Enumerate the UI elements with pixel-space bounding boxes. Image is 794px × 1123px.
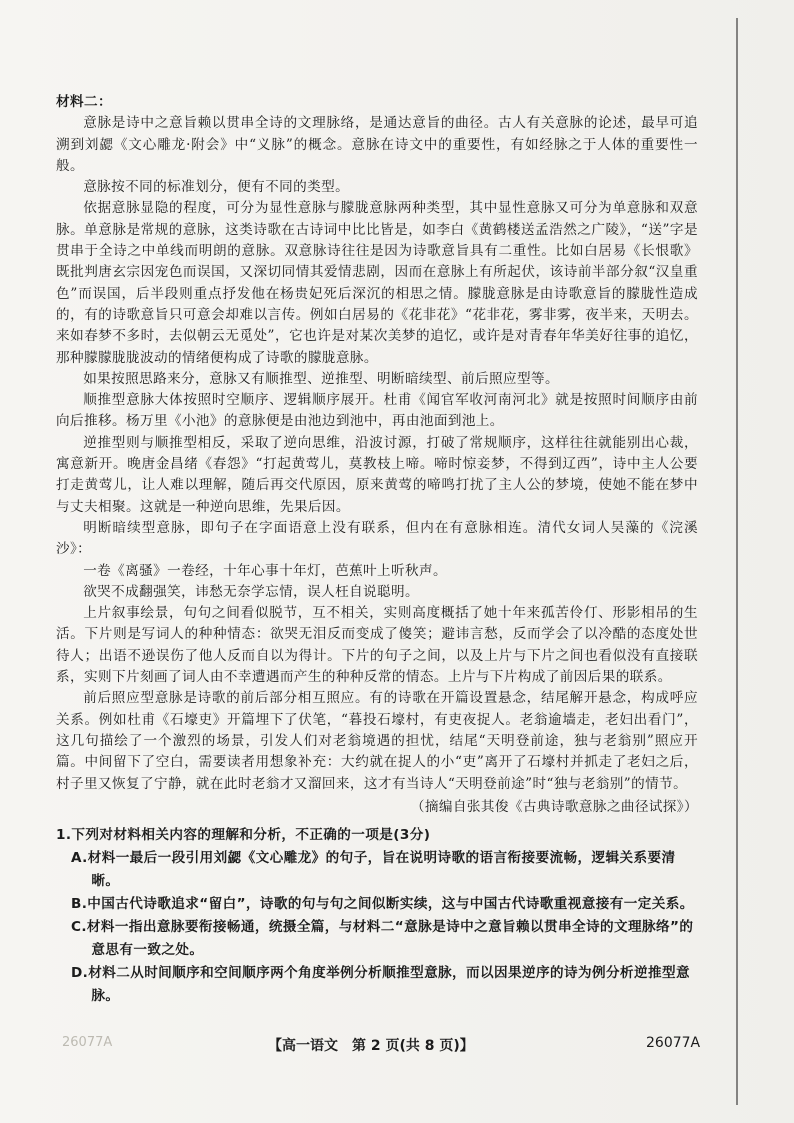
paragraph: 如果按照思路来分，意脉又有顺推型、逆推型、明断暗续型、前后照应型等。 — [83, 370, 559, 387]
question-block — [56, 824, 698, 1008]
page-footer — [0, 1035, 794, 1059]
paragraph: 意脉是诗中之意旨赖以贯串全诗的文理脉络，是通达意旨的曲径。古人有关意脉的论述，最早可追溯到刘勰《文心雕龙·附会》中“义脉”的概念。意脉在诗文中的重要性，有如经脉之于人体的重要性一般。 — [56, 115, 698, 174]
paragraph: 依据意脉显隐的程度，可分为显性意脉与朦胧意脉两种类型，其中显性意脉又可分为单意脉和双意脉。单意脉是常规的意脉，这类诗歌在古诗词中比比皆是，如李白《黄鹤楼送孟浩然之广陵》，“送”字是贯串于全诗之中单线而明朗的意脉。双意脉诗往往是因为诗歌意旨具有二重性。比如白居易《长恨歌》既批判唐玄宗因宠色而误国，又深切同情其爱情悲剧，因而在意脉上有所起伏，该诗前半部分叙“汉皇重色”而误国，后半段则重点抒发他在杨贵妃死后深沉的相思之情。朦胧意脉是由诗歌意旨的朦胧性造成的，有的诗歌意旨只可意会却难以言传。例如白居易的《花非花》“花非花，雾非雾，夜半来，天明去。来如春梦不多时，去似朝云无觅处”，它也许是对某次美梦的追忆，或许是对青春年华美好往事的追忆，那种朦朦胧胧波动的情绪便构成了诗歌的朦胧意脉。 — [56, 200, 698, 366]
material-heading: 材料二： — [56, 94, 112, 110]
option-c: C.材料一指出意脉要衔接畅通，统摄全篇，与材料二“意脉是诗中之意旨赖以贯串全诗的文理脉络”的意思有一致之处。 — [70, 919, 694, 959]
paragraph: 逆推型则与顺推型相反，采取了逆向思维，沿波讨源，打破了常规顺序，这样往往就能别出心裁，寓意新开。晚唐金昌绪《春怨》“打起黄莺儿，莫教枝上啼。啼时惊妾梦，不得到辽西”，诗中主人公要打走黄莺儿，让人难以理解，随后再交代原因，原来黄莺的啼鸣打扰了主人公的梦境，使她不能在梦中与丈夫相聚。这就是一种逆向思维，先果后因。 — [56, 434, 698, 515]
paragraph: 上片叙事绘景，句句之间看似脱节，互不相关，实则高度概括了她十年来孤苦伶仃、形影相吊的生活。下片则是写词人的种种情态：欲哭无泪反而变成了傻笑；避讳言愁，反而学会了以冷酷的态度处世待人；出语不逊误伤了他人反而自以为得计。下片的句子之间，以及上片与下片之间也看似没有直接联系，实则下片刻画了词人由不幸遭遇而产生的种种反常的情态。上片与下片构成了前因后果的联系。 — [56, 605, 698, 686]
faint-code: 26077A — [62, 1035, 113, 1050]
option-d: D.材料二从时间顺序和空间顺序两个角度举例分析顺推型意脉，而以因果逆序的诗为例分析逆推型意脉。 — [70, 965, 690, 1005]
paragraph: 意脉按不同的标准划分，便有不同的类型。 — [83, 179, 350, 196]
poem-line: 欲哭不成翻强笑，讳愁无奈学忘情，误人枉自说聪明。 — [83, 583, 420, 600]
paragraph: 明断暗续型意脉，即句子在字面语意上没有联系，但内在有意脉相连。清代女词人吴藻的《浣溪沙》： — [56, 519, 698, 558]
paragraph: 前后照应型意脉是诗歌的前后部分相互照应。有的诗歌在开篇设置悬念，结尾解开悬念，构成呼应关系。例如杜甫《石壕吏》开篇埋下了伏笔，“暮投石壕村，有吏夜捉人。老翁逾墙走，老妇出看门”，这几句描绘了一个激烈的场景，引发人们对老翁境遇的担忧，结尾“天明登前途，独与老翁别”照应开篇。中间留下了空白，需要读者用想象补充：大约就在捉人的小“吏”离开了石壕村并抓走了老妇之后，村子里又恢复了宁静，就在此时老翁才又溜回来，这才有当诗人“天明登前途”时“独与老翁别”的情节。 — [56, 690, 698, 792]
footer-page-label: 【高一语文 第 2 页(共 8 页)】 — [268, 1038, 474, 1054]
main-content — [56, 92, 698, 1008]
exam-code: 26077A — [646, 1035, 701, 1051]
poem-line: 一卷《离骚》一卷经，十年心事十年灯，芭蕉叶上听秋声。 — [83, 562, 448, 579]
question-stem: 1.下列对材料相关内容的理解和分析，不正确的一项是(3分) — [56, 827, 431, 844]
page-edge-line — [736, 18, 738, 1105]
source-citation: （摘编自张其俊《古典诗歌意脉之曲径试探》） — [410, 798, 698, 815]
option-a: A.材料一最后一段引用刘勰《文心雕龙》的句子，旨在说明诗歌的语言衔接要流畅，逻辑关系要清晰。 — [70, 850, 676, 890]
option-b: B.中国古代诗歌追求“留白”，诗歌的句与句之间似断实续，这与中国古代诗歌重视意接有一定关系。 — [70, 896, 694, 913]
paragraph: 顺推型意脉大体按照时空顺序、逻辑顺序展开。杜甫《闻官军收河南河北》就是按照时间顺序由前向后推移。杨万里《小池》的意脉便是由池边到池中，再由池面到池上。 — [56, 392, 698, 430]
